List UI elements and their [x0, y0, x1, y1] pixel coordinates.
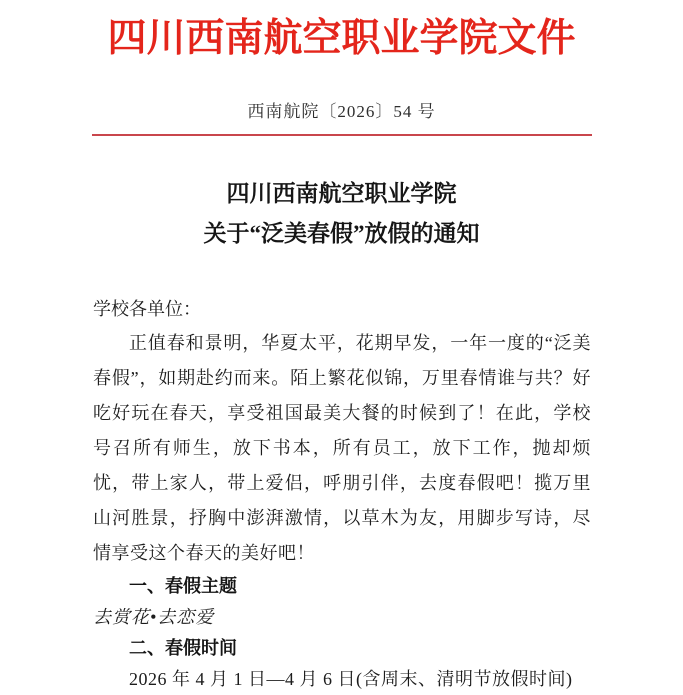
red-divider-line: [92, 134, 592, 136]
document-number: 西南航院〔2026〕54 号: [247, 102, 436, 121]
document-title-line2: 关于“泛美春假”放假的通知: [203, 221, 480, 246]
section-1-heading: 一、春假主题: [129, 576, 237, 596]
section-2-heading: 二、春假时间: [129, 638, 237, 658]
letterhead-org-title: 四川西南航空职业学院文件: [107, 17, 576, 60]
section-1-content: 去赏花•去恋爱: [93, 607, 215, 627]
body-paragraph: 正值春和景明，华夏太平，花期早发，一年一度的“泛美春假”，如期赴约而来。陌上繁花似锦，万里春情谁与共？好吃好玩在春天，享受祖国最美大餐的时候到了！在此，学校号召所有师生，放下书本，所有员工，放下工作，抛却烦忧，带上家人，带上爱侣，呼朋引伴，去度春假吧！揽万里山河胜景，抒胸中澎湃激情，以草木为友，用脚步写诗，尽情享受这个春天的美好吧！: [93, 333, 591, 563]
section-2-content: 2026 年 4 月 1 日—4 月 6 日(含周末、清明节放假时间): [129, 669, 573, 689]
salutation: 学校各单位：: [93, 299, 201, 319]
document-title-line1: 四川西南航空职业学院: [226, 181, 457, 206]
document-body: [93, 292, 591, 695]
document-title: [0, 174, 683, 254]
